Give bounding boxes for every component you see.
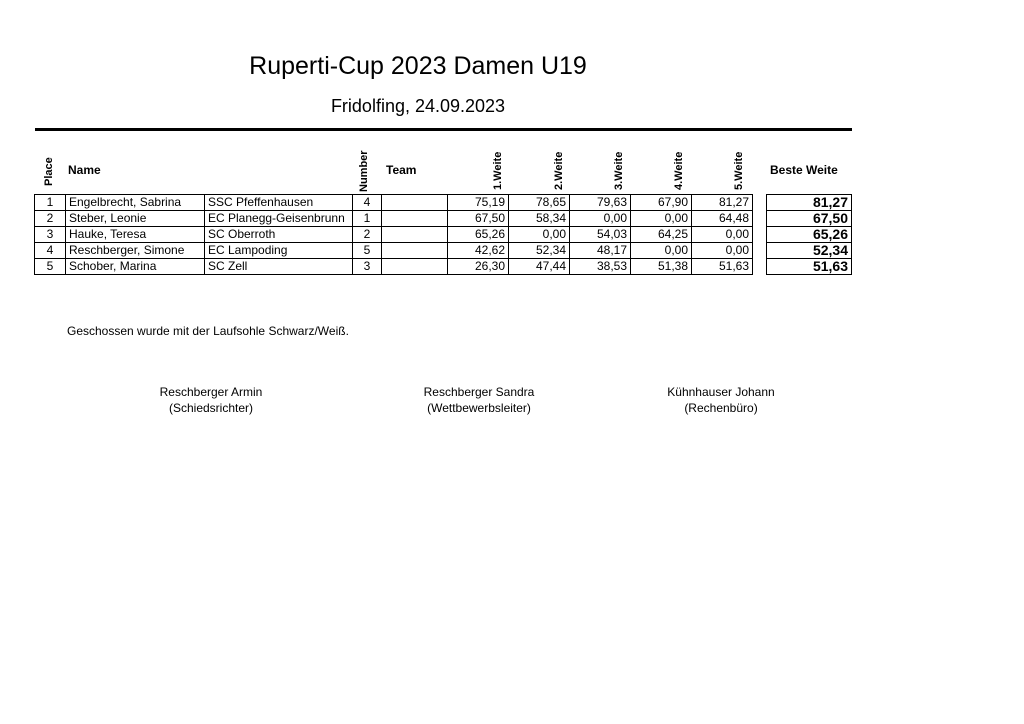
team-cell (382, 227, 448, 243)
header-place: Place (43, 157, 55, 186)
number-cell: 4 (353, 195, 382, 211)
weite-5-cell: 81,27 (692, 195, 753, 211)
name-cell: Reschberger, Simone (66, 243, 205, 259)
weite-3-cell: 38,53 (570, 259, 631, 275)
name-cell: Steber, Leonie (66, 211, 205, 227)
place-cell: 1 (35, 195, 66, 211)
weite-5-cell: 0,00 (692, 243, 753, 259)
number-cell: 3 (353, 259, 382, 275)
best-row (767, 195, 852, 211)
signature-role: (Rechenbüro) (684, 401, 758, 415)
weite-2-cell: 0,00 (509, 227, 570, 243)
weite-4-cell: 0,00 (631, 211, 692, 227)
weite-3-cell: 79,63 (570, 195, 631, 211)
best-weite-cell: 51,63 (767, 259, 852, 275)
weite-1-cell: 65,26 (448, 227, 509, 243)
signature-competition-director (379, 384, 579, 416)
table-row (35, 227, 753, 243)
weite-1-cell: 75,19 (448, 195, 509, 211)
signature-calculation-office (621, 384, 821, 416)
name-cell: Engelbrecht, Sabrina (66, 195, 205, 211)
signature-role: (Schiedsrichter) (168, 401, 254, 415)
number-cell: 1 (353, 211, 382, 227)
signature-name: Reschberger Armin (159, 385, 263, 399)
best-weite-cell: 81,27 (767, 195, 852, 211)
number-cell: 2 (353, 227, 382, 243)
weite-5-cell: 0,00 (692, 227, 753, 243)
table-row (35, 195, 753, 211)
best-row (767, 211, 852, 227)
signature-name: Reschberger Sandra (423, 385, 535, 399)
weite-1-cell: 26,30 (448, 259, 509, 275)
team-cell (382, 243, 448, 259)
name-cell: Schober, Marina (66, 259, 205, 275)
weite-1-cell: 42,62 (448, 243, 509, 259)
club-cell: EC Lampoding (205, 243, 353, 259)
table-row (35, 243, 753, 259)
header-weite-4: 4.Weite (673, 151, 685, 190)
page-subtitle: Fridolfing, 24.09.2023 (330, 96, 506, 116)
club-cell: SC Oberroth (205, 227, 353, 243)
team-cell (382, 195, 448, 211)
weite-3-cell: 54,03 (570, 227, 631, 243)
weite-4-cell: 67,90 (631, 195, 692, 211)
number-cell: 5 (353, 243, 382, 259)
shoe-note: Geschossen wurde mit der Laufsohle Schwarz/Weiß. (67, 324, 349, 338)
place-cell: 5 (35, 259, 66, 275)
best-row (767, 259, 852, 275)
header-weite-5: 5.Weite (733, 151, 745, 190)
team-cell (382, 211, 448, 227)
club-cell: SSC Pfeffenhausen (205, 195, 353, 211)
weite-2-cell: 47,44 (509, 259, 570, 275)
signature-role: (Wettbewerbsleiter) (427, 401, 531, 415)
signature-referee (111, 384, 311, 416)
best-row (767, 227, 852, 243)
place-cell: 4 (35, 243, 66, 259)
weite-5-cell: 51,63 (692, 259, 753, 275)
weite-4-cell: 51,38 (631, 259, 692, 275)
page-title: Ruperti-Cup 2023 Damen U19 (249, 52, 587, 80)
weite-5-cell: 64,48 (692, 211, 753, 227)
title-divider (35, 128, 852, 131)
place-cell: 2 (35, 211, 66, 227)
table-row (35, 259, 753, 275)
header-weite-1: 1.Weite (492, 151, 504, 190)
best-weite-cell: 52,34 (767, 243, 852, 259)
club-cell: EC Planegg-Geisenbrunn (205, 211, 353, 227)
header-weite-2: 2.Weite (553, 151, 565, 190)
club-cell: SC Zell (205, 259, 353, 275)
best-weite-cell: 67,50 (767, 211, 852, 227)
header-best: Beste Weite (770, 163, 838, 177)
best-weite-cell: 65,26 (767, 227, 852, 243)
table-row (35, 211, 753, 227)
weite-3-cell: 0,00 (570, 211, 631, 227)
weite-2-cell: 58,34 (509, 211, 570, 227)
weite-1-cell: 67,50 (448, 211, 509, 227)
header-number: Number (358, 150, 370, 192)
header-weite-3: 3.Weite (613, 151, 625, 190)
best-row (767, 243, 852, 259)
signature-name: Kühnhauser Johann (667, 385, 775, 399)
team-cell (382, 259, 448, 275)
weite-2-cell: 52,34 (509, 243, 570, 259)
place-cell: 3 (35, 227, 66, 243)
weite-4-cell: 0,00 (631, 243, 692, 259)
name-cell: Hauke, Teresa (66, 227, 205, 243)
results-table (34, 194, 753, 275)
weite-3-cell: 48,17 (570, 243, 631, 259)
weite-4-cell: 64,25 (631, 227, 692, 243)
weite-2-cell: 78,65 (509, 195, 570, 211)
header-name: Name (68, 163, 101, 177)
header-team: Team (386, 163, 417, 177)
best-table (766, 194, 852, 275)
